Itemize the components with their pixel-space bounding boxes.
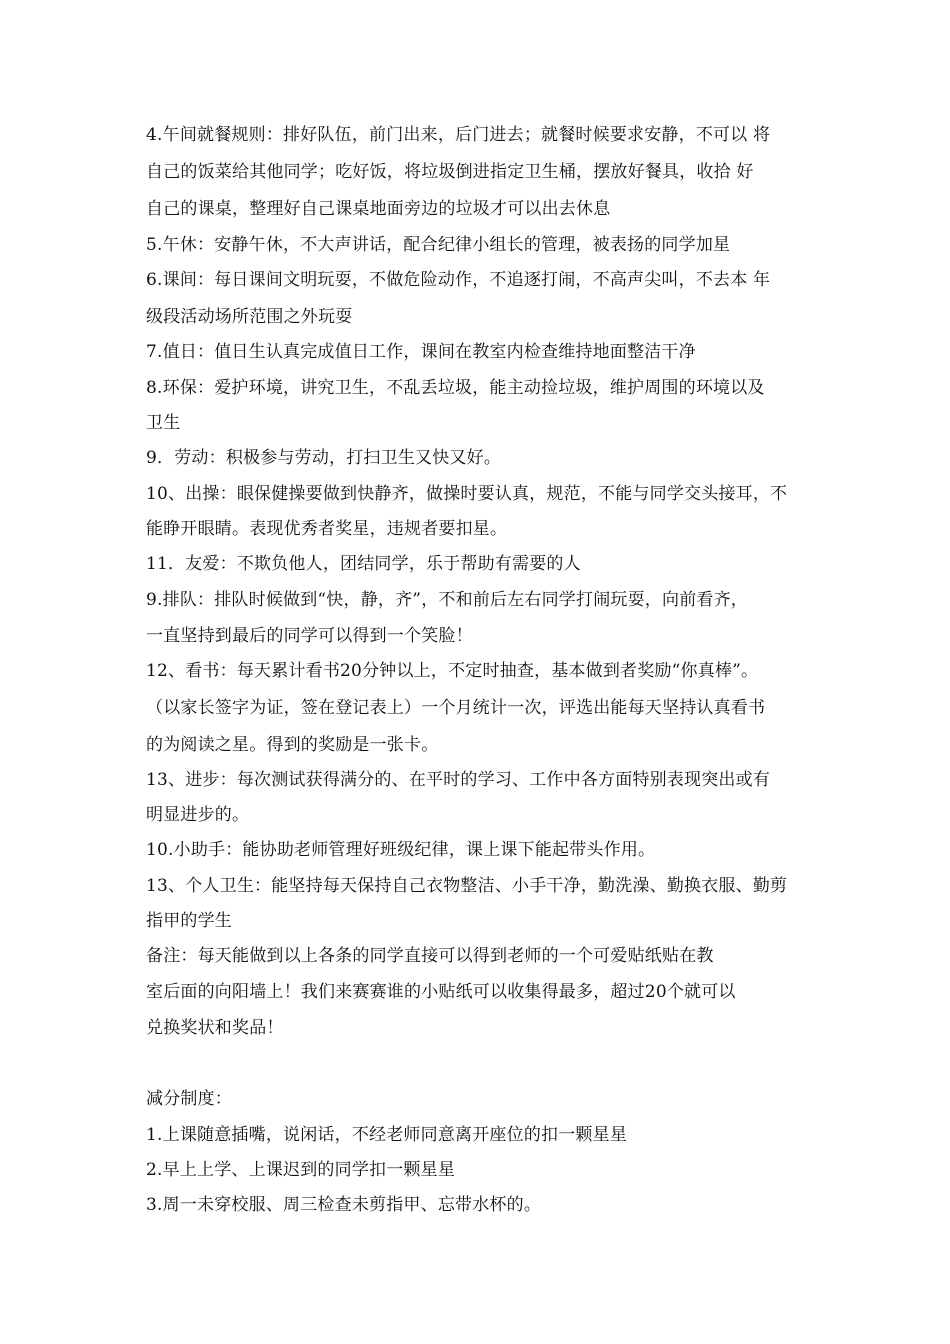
text-line: 4.午间就餐规则：排好队伍，前门出来，后门进去；就餐时候要求安静，不可以 将 [146, 125, 771, 145]
text-line: 8.环保：爱护环境，讲究卫生，不乱丢垃圾，能主动捡垃圾，维护周围的环境以及 [146, 378, 765, 398]
text-line: 3.周一未穿校服、周三检查未剪指甲、忘带水杯的。 [146, 1195, 542, 1215]
text-line: 12、看书：每天累计看书20分钟以上，不定时抽查，基本做到者奖励“你真棒”。 [146, 661, 759, 681]
text-line: 自己的饭菜给其他同学；吃好饭，将垃圾倒进指定卫生桶，摆放好餐具，收拾 好 [146, 162, 754, 182]
text-line: 2.早上上学、上课迟到的同学扣一颗星星 [146, 1160, 456, 1180]
text-line: 9．劳动：积极参与劳动，打扫卫生又快又好。 [146, 448, 502, 468]
text-line: 6.课间：每日课间文明玩耍，不做危险动作，不追逐打闹，不高声尖叫，不去本 年 [146, 270, 771, 290]
text-line: （以家长签字为证，签在登记表上）一个月统计一次，评选出能每天坚持认真看书 [146, 698, 766, 718]
text-line: 9.排队：排队时候做到“快，静，齐”，不和前后左右同学打闹玩耍，向前看齐， [146, 590, 748, 610]
text-line: 11．友爱：不欺负他人，团结同学，乐于帮助有需要的人 [146, 554, 581, 574]
text-line: 自己的课桌，整理好自己课桌地面旁边的垃圾才可以出去休息 [146, 199, 611, 219]
text-line: 5.午休：安静午休，不大声讲话，配合纪律小组长的管理，被表扬的同学加星 [146, 235, 731, 255]
text-line: 卫生 [146, 413, 181, 433]
text-line: 明显进步的。 [146, 805, 250, 825]
text-line: 备注：每天能做到以上各条的同学直接可以得到老师的一个可爱贴纸贴在教 [146, 946, 714, 966]
text-line: 兑换奖状和奖品！ [146, 1018, 284, 1038]
text-line: 1.上课随意插嘴，说闲话，不经老师同意离开座位的扣一颗星星 [146, 1125, 628, 1145]
section-heading: 减分制度： [146, 1089, 232, 1109]
text-line: 能睁开眼睛。表现优秀者奖星，违规者要扣星。 [146, 519, 508, 539]
text-line: 10.小助手：能协助老师管理好班级纪律，课上课下能起带头作用。 [146, 840, 656, 860]
text-line: 13、进步：每次测试获得满分的、在平时的学习、工作中各方面特别表现突出或有 [146, 770, 771, 790]
text-line: 一直坚持到最后的同学可以得到一个笑脸！ [146, 626, 473, 646]
text-line: 级段活动场所范围之外玩耍 [146, 307, 353, 327]
text-line: 7.值日：值日生认真完成值日工作，课间在教室内检查维持地面整洁干净 [146, 342, 696, 362]
text-line: 室后面的向阳墙上！我们来赛赛谁的小贴纸可以收集得最多，超过20个就可以 [146, 982, 736, 1002]
text-line: 指甲的学生 [146, 911, 232, 931]
text-line: 的为阅读之星。得到的奖励是一张卡。 [146, 735, 439, 755]
text-line: 10、出操：眼保健操要做到快静齐，做操时要认真，规范，不能与同学交头接耳，不 [146, 484, 788, 504]
text-line: 13、个人卫生：能坚持每天保持自己衣物整洁、小手干净，勤洗澡、勤换衣服、勤剪 [146, 876, 788, 896]
